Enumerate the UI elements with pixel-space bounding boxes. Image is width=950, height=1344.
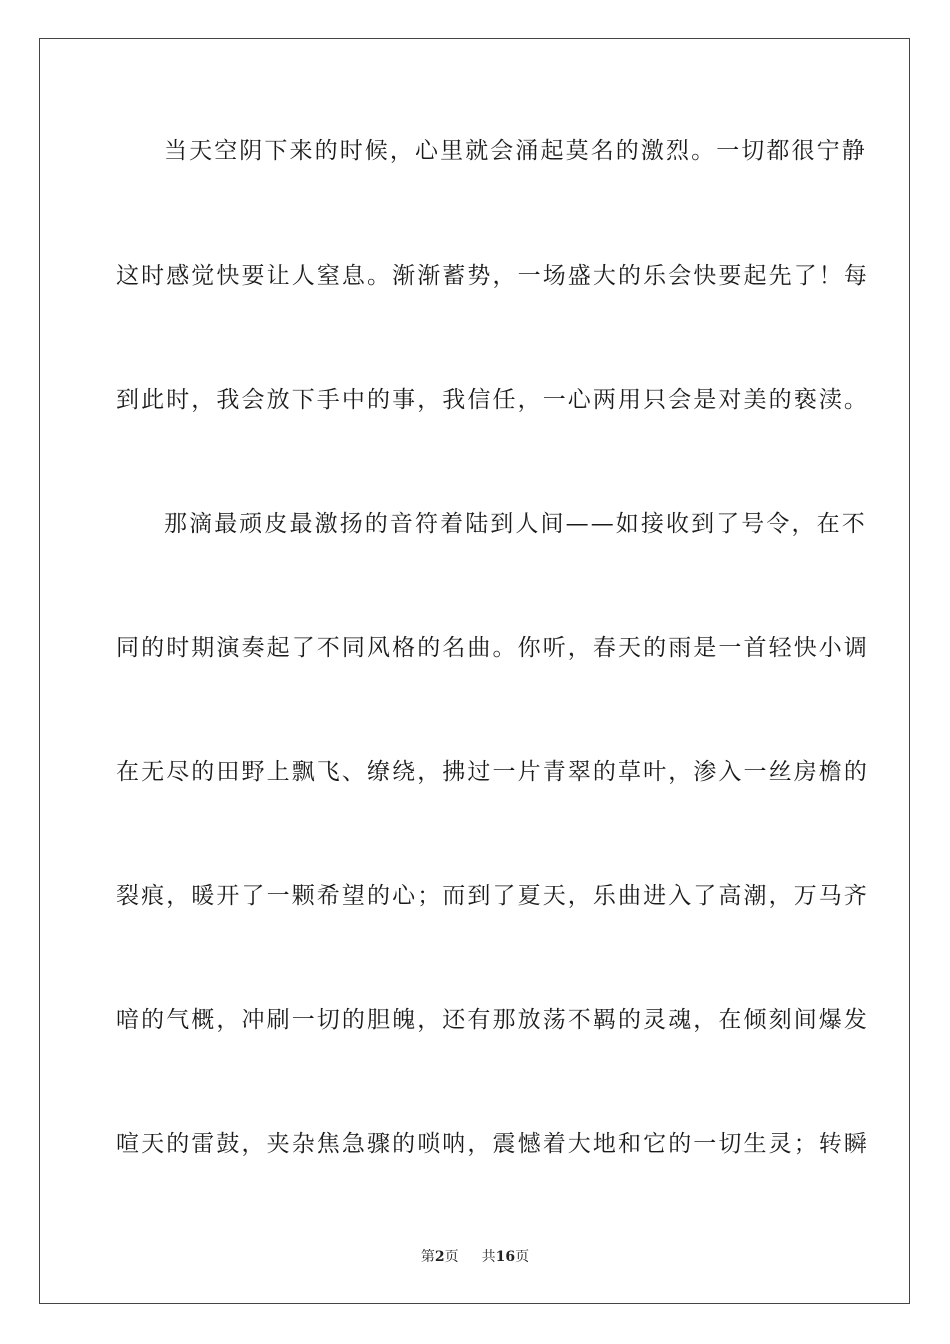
page-prefix: 第 xyxy=(420,1249,435,1265)
page-border xyxy=(39,38,910,1304)
text-line-4: 那滴最顽皮最激扬的音符着陆到人间——如接收到了号令，在不 xyxy=(164,511,867,537)
total-pages: 16 xyxy=(495,1249,516,1265)
text-line-9: 喧天的雷鼓，夹杂焦急骤的唢呐，震憾着大地和它的一切生灵；转瞬 xyxy=(116,1131,869,1157)
total-suffix: 页 xyxy=(515,1249,530,1265)
page-suffix: 页 xyxy=(444,1249,459,1265)
page-footer xyxy=(0,1248,950,1266)
page-number: 2 xyxy=(434,1249,445,1265)
text-line-3: 到此时，我会放下手中的事，我信任，一心两用只会是对美的亵渎。 xyxy=(116,387,869,413)
text-line-1: 当天空阴下来的时候，心里就会涌起莫名的激烈。一切都很宁静 xyxy=(164,138,867,164)
text-line-5: 同的时期演奏起了不同风格的名曲。你听，春天的雨是一首轻快小调 xyxy=(116,635,869,661)
text-line-7: 裂痕，暖开了一颗希望的心；而到了夏天，乐曲进入了高潮，万马齐 xyxy=(116,883,869,909)
text-line-8: 喑的气概，冲刷一切的胆魄，还有那放荡不羁的灵魂，在倾刻间爆发 xyxy=(116,1007,869,1033)
text-line-6: 在无尽的田野上飘飞、缭绕，拂过一片青翠的草叶，渗入一丝房檐的 xyxy=(116,759,869,785)
total-prefix: 共 xyxy=(481,1249,496,1265)
text-line-2: 这时感觉快要让人窒息。渐渐蓄势，一场盛大的乐会快要起先了！每 xyxy=(116,263,869,289)
